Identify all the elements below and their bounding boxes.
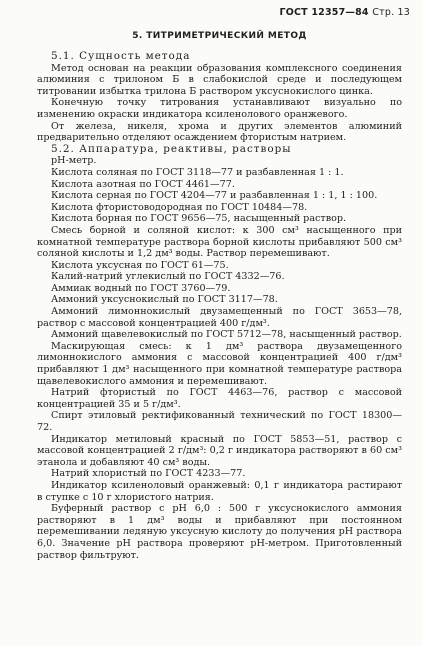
paragraph: Конечную точку титрования устанавливают визуально по изменению окраски индикатора ксиленолового оранжевого.: [37, 97, 402, 120]
paragraph: Кислота уксусная по ГОСТ 61—75.: [51, 259, 229, 271]
paragraph: Аммоний лимоннокислый двузамещенный по ГОСТ 3653—78, раствор с массовой концентрацией 400 г/дм³.: [37, 306, 402, 329]
paragraph: Кислота серная по ГОСТ 4204—77 и разбавленная 1 : 1, 1 : 100.: [51, 190, 378, 202]
paragraph: Буферный раствор с рН 6,0 : 500 г уксуснокислого аммония растворяют в 1 дм³ воды и прибавляют при постоянном перемешивании ледяную уксусную кислоту до получения рН раствора 6,0. Значение рН раствора проверяют рН-метром. Приготовленный раствор фильтруют.: [37, 503, 402, 561]
paragraph: Индикатор метиловый красный по ГОСТ 5853—51, раствор с массовой концентрацией 2 г/дм³: 0,2 г индикатора растворяют в 60 см³ этанола и добавляют 40 см³ воды.: [37, 433, 402, 468]
paragraph: Кислота соляная по ГОСТ 3118—77 и разбавленная 1 : 1.: [51, 166, 344, 178]
page-header: [279, 7, 410, 18]
paragraph: Индикатор ксиленоловый оранжевый: 0,1 г индикатора растирают в ступке с 10 г хлористого натрия.: [37, 479, 402, 503]
paragraph: Аммоний щавелевокислый по ГОСТ 5712—78, насыщенный раствор.: [51, 329, 402, 341]
standard-number: ГОСТ 12357—84: [279, 7, 369, 18]
section-title: 5. ТИТРИМЕТРИЧЕСКИЙ МЕТОД: [132, 31, 307, 41]
paragraph: Натрий фтористый по ГОСТ 4463—76, раствор с массовой концентрацией 35 и 5 г/дм³.: [37, 387, 402, 410]
subsection-heading: 5.2. Аппаратура, реактивы, растворы: [51, 142, 292, 155]
paragraph: Кислота фтористоводородная по ГОСТ 10484—78.: [51, 201, 308, 213]
paragraph: Кислота борная по ГОСТ 9656—75, насыщенный раствор.: [51, 213, 347, 225]
document-body: [37, 51, 402, 561]
paragraph: Смесь борной и соляной кислот: к 300 см³ насыщенного при комнатной температуре раствора борной кислоты прибавляют 500 см³ соляной кислоты и 1,2 дм³ воды. Раствор перемешивают.: [37, 224, 402, 260]
paragraph: Натрий хлористый по ГОСТ 4233—77.: [51, 468, 246, 480]
paragraph: Маскирующая смесь: к 1 дм³ раствора двузамещенного лимоннокислого аммония с массовой концентрацией 400 г/дм³ прибавляют 1 дм³ насыщенного при комнатной температуре раствора щавелевокислого аммония и перемешивают.: [37, 340, 402, 387]
paragraph: рН-метр.: [51, 155, 97, 167]
paragraph: Кислота азотная по ГОСТ 4461—77.: [51, 178, 235, 190]
paragraph: Аммоний уксуснокислый по ГОСТ 3117—78.: [51, 294, 278, 306]
paragraph: Аммиак водный по ГОСТ 3760—79.: [51, 282, 231, 294]
paragraph: Калий-натрий углекислый по ГОСТ 4332—76.: [51, 271, 285, 283]
page-number: Стр. 13: [372, 7, 410, 18]
paragraph: Метод основан на реакции образования комплексного соединения алюминия с трилоном Б в слабокислой среде и последующем титровании избытка трилона Б раствором уксуснокислого цинка.: [37, 62, 402, 97]
subsection-heading: 5.1. Сущность метода: [51, 50, 191, 62]
paragraph: От железа, никеля, хрома и других элементов алюминий предварительно отделяют осаждением фтористым натрием.: [37, 120, 402, 144]
paragraph: Спирт этиловый ректификованный технический по ГОСТ 18300—72.: [37, 410, 402, 433]
